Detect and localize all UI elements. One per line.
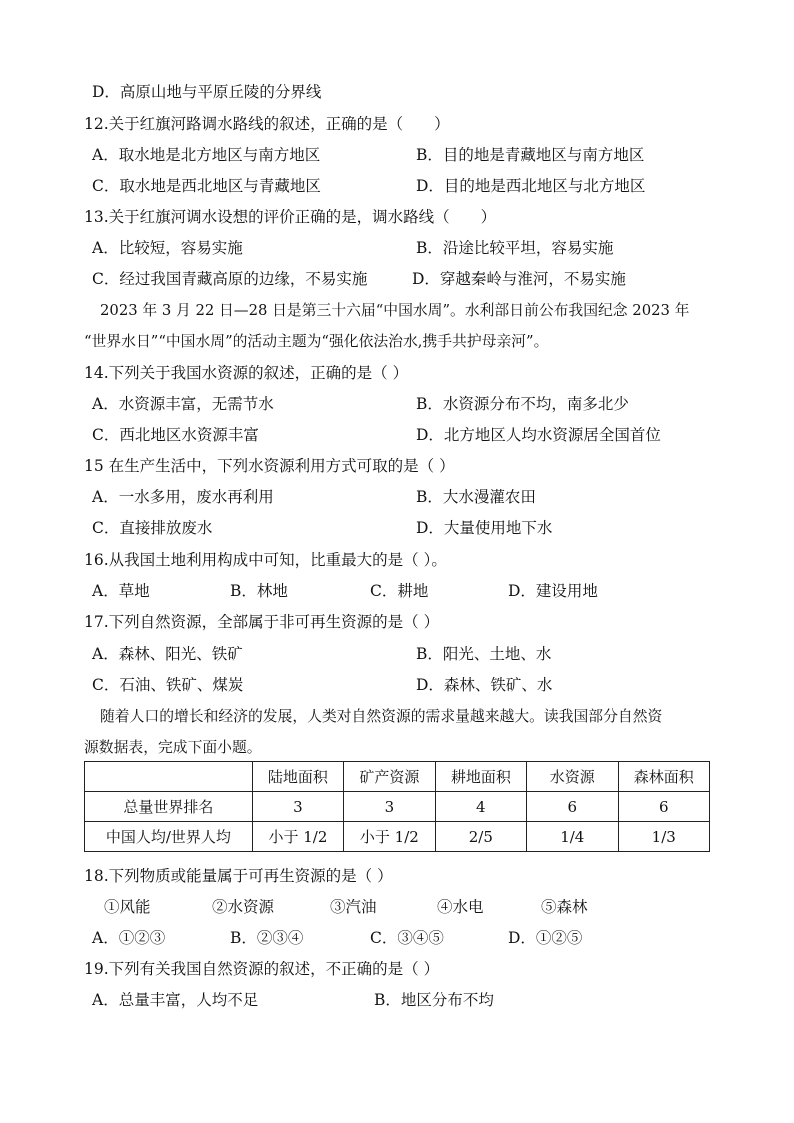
q13-option-c: C．经过我国青藏高原的边缘，不易实施 [92, 270, 368, 288]
table-cell: 4 [435, 792, 526, 822]
q17-stem: 17.下列自然资源，全部属于非可再生资源的是（ ） [84, 613, 440, 631]
passage1-line2: “世界水日”“中国水周”的活动主题为“强化依法治水,携手共护母亲河”。 [84, 333, 549, 350]
table-header-cell: 矿产资源 [344, 762, 435, 792]
q18-item: ⑤森林 [541, 898, 588, 916]
table-cell: 6 [527, 792, 618, 822]
q18-item: ①风能 [104, 898, 151, 916]
q17-option-c: C．石油、铁矿、煤炭 [92, 676, 244, 694]
table-cell: 1/3 [618, 822, 710, 852]
table-cell: 3 [344, 792, 435, 822]
q17-option-b: B．阳光、土地、水 [416, 645, 552, 663]
q15-option-c: C．直接排放废水 [92, 519, 213, 537]
table-cell: 小于 1/2 [252, 822, 343, 852]
q16-option-a: A．草地 [92, 582, 150, 600]
q13-option-d: D．穿越秦岭与淮河，不易实施 [412, 270, 626, 288]
table-cell: 6 [618, 792, 710, 822]
q16-option-b: B．林地 [230, 582, 288, 600]
q14-option-d: D．北方地区人均水资源居全国首位 [416, 426, 661, 444]
q18-stem: 18.下列物质或能量属于可再生资源的是（ ） [84, 867, 393, 885]
q12-option-d: D．目的地是西北地区与北方地区 [416, 177, 646, 195]
table-header-cell: 森林面积 [618, 762, 710, 792]
q18-item: ②水资源 [212, 898, 275, 916]
q13-stem: 13.关于红旗河调水设想的评价正确的是，调水路线（ ） [84, 208, 497, 226]
q18-item: ③汽油 [330, 898, 377, 916]
table-row [85, 822, 710, 852]
q14-option-a: A．水资源丰富，无需节水 [92, 395, 274, 413]
q18-option-c: C．③④⑤ [370, 929, 444, 947]
q17-option-a: A．森林、阳光、铁矿 [92, 645, 243, 663]
q14-stem: 14.下列关于我国水资源的叙述，正确的是（ ） [84, 364, 409, 382]
table-header-cell [85, 762, 253, 792]
table-cell: 1/4 [527, 822, 618, 852]
q15-option-b: B．大水漫灌农田 [416, 488, 536, 506]
q14-option-c: C．西北地区水资源丰富 [92, 426, 259, 444]
q15-option-d: D．大量使用地下水 [416, 519, 553, 537]
q16-option-c: C．耕地 [370, 582, 429, 600]
table-cell: 2/5 [435, 822, 526, 852]
q16-option-d: D．建设用地 [508, 582, 598, 600]
q19-option-a: A．总量丰富，人均不足 [92, 991, 259, 1009]
q12-option-c: C．取水地是西北地区与青藏地区 [92, 177, 321, 195]
q13-option-b: B．沿途比较平坦，容易实施 [416, 239, 614, 257]
table-cell: 小于 1/2 [344, 822, 435, 852]
table-header-row [85, 762, 710, 792]
q11-option-d: D．高原山地与平原丘陵的分界线 [92, 83, 322, 101]
q12-option-a: A．取水地是北方地区与南方地区 [92, 146, 321, 164]
passage2-line2: 源数据表，完成下面小题。 [84, 739, 262, 756]
q18-option-b: B．②③④ [230, 929, 304, 947]
q12-stem: 12.关于红旗河路调水路线的叙述，正确的是（ ） [84, 115, 450, 133]
q14-option-b: B．水资源分布不均，南多北少 [416, 395, 629, 413]
table-header-cell: 水资源 [527, 762, 618, 792]
table-cell: 总量世界排名 [85, 792, 253, 822]
q13-option-a: A．比较短，容易实施 [92, 239, 243, 257]
q18-option-d: D．①②⑤ [508, 929, 583, 947]
passage2-line1: 随着人口的增长和经济的发展，人类对自然资源的需求量越来越大。读我国部分自然资 [100, 708, 663, 725]
table-cell: 3 [252, 792, 343, 822]
q18-item: ④水电 [437, 898, 484, 916]
q18-option-a: A．①②③ [92, 929, 166, 947]
q12-option-b: B．目的地是青藏地区与南方地区 [416, 146, 645, 164]
table-cell: 中国人均/世界人均 [85, 822, 253, 852]
q15-option-a: A．一水多用，废水再利用 [92, 488, 274, 506]
q19-option-b: B．地区分布不均 [374, 991, 494, 1009]
q17-option-d: D．森林、铁矿、水 [416, 676, 553, 694]
q15-stem: 15 在生产生活中，下列水资源利用方式可取的是（ ） [84, 457, 455, 475]
q19-stem: 19.下列有关我国自然资源的叙述，不正确的是（ ） [84, 960, 440, 978]
table-header-cell: 耕地面积 [435, 762, 526, 792]
passage1-line1: 2023 年 3 月 22 日—28 日是第三十六届“中国水周”。水利部日前公布我国纪念 2023 年 [100, 302, 690, 319]
table-row [85, 792, 710, 822]
table-header-cell: 陆地面积 [252, 762, 343, 792]
resource-data-table [84, 761, 710, 852]
q16-stem: 16.从我国土地利用构成中可知，比重最大的是（ ）。 [84, 551, 447, 569]
